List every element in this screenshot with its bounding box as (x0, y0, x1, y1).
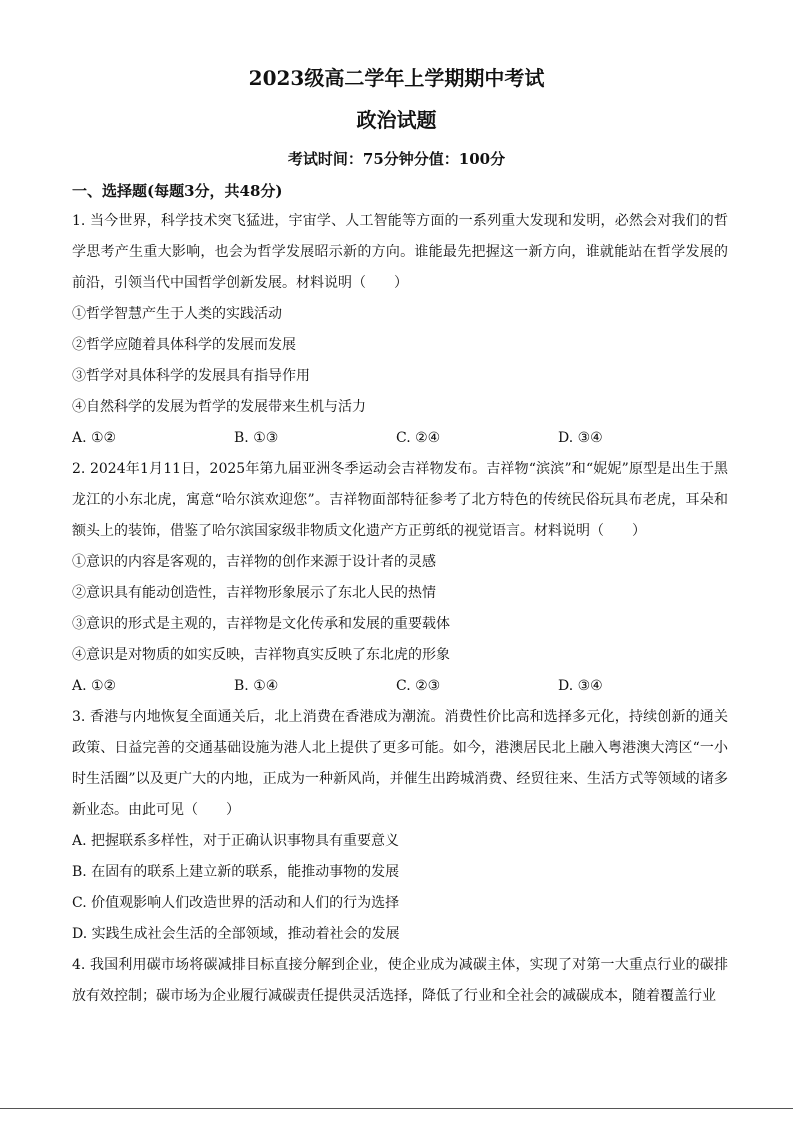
question-3-stem: 3. 香港与内地恢复全面通关后，北上消费在香港成为潮流。消费性价比高和选择多元化，持续创新的通关政策、日益完善的交通基础设施为港人北上提供了更多可能。如今，港澳居民北上融入粤港澳大湾区“一小时生活圈”以及更广大的内地，正成为一种新风尚，并催生出跨城消费、经贸往来、生活方式等领域的诸多新业态。由此可见（ ） (72, 709, 728, 818)
option-c: C. ②③ (396, 678, 441, 694)
subject-title: 政治试题 (356, 108, 437, 132)
question-3-choice-d: D. 实践生成社会生活的全部领域，推动着社会的发展 (72, 926, 400, 942)
question-2-statement: ②意识具有能动创造性，吉祥物形象展示了东北人民的热情 (72, 585, 436, 601)
question-1-statement: ③哲学对具体科学的发展具有指导作用 (72, 368, 310, 384)
question-3-choice-a: A. 把握联系多样性，对于正确认识事物具有重要意义 (72, 833, 400, 849)
question-2-statement: ④意识是对物质的如实反映，吉祥物真实反映了东北虎的形象 (72, 647, 450, 663)
option-c: C. ②④ (396, 430, 441, 446)
exam-title: 2023级高二学年上学期期中考试 (248, 66, 545, 90)
option-b: B. ①③ (234, 430, 279, 446)
question-1-stem: 1. 当今世界，科学技术突飞猛进，宇宙学、人工智能等方面的一系列重大发现和发明，必然会对我们的哲学思考产生重大影响，也会为哲学发展昭示新的方向。谁能最先把握这一新方向，谁就能站在哲学发展的前沿，引领当代中国哲学创新发展。材料说明（ ） (72, 213, 728, 291)
option-a: A. ①② (72, 430, 117, 446)
page-bottom-divider (0, 1108, 793, 1109)
question-4-stem: 4. 我国利用碳市场将碳减排目标直接分解到企业，使企业成为减碳主体，实现了对第一大重点行业的碳排放有效控制；碳市场为企业履行减碳责任提供灵活选择，降低了行业和全社会的减碳成本，随着覆盖行业 (72, 957, 728, 1004)
option-d: D. ③④ (558, 430, 603, 446)
question-3-choice-b: B. 在固有的联系上建立新的联系，能推动事物的发展 (72, 864, 400, 880)
option-d: D. ③④ (558, 678, 603, 694)
option-a: A. ①② (72, 678, 117, 694)
option-b: B. ①④ (234, 678, 279, 694)
questions-body (72, 206, 728, 1012)
question-1-statement: ④自然科学的发展为哲学的发展带来生机与活力 (72, 399, 366, 415)
exam-info: 考试时间：75分钟分值：100分 (287, 150, 506, 168)
question-1-statement: ②哲学应随着具体科学的发展而发展 (72, 337, 296, 353)
section-heading: 一、选择题(每题3分，共48分) (72, 182, 283, 200)
question-2-options (72, 671, 728, 702)
question-2-statement: ①意识的内容是客观的，吉祥物的创作来源于设计者的灵感 (72, 554, 436, 570)
question-2-statement: ③意识的形式是主观的，吉祥物是文化传承和发展的重要载体 (72, 616, 450, 632)
question-1-options (72, 423, 728, 454)
question-3-choice-c: C. 价值观影响人们改造世界的活动和人们的行为选择 (72, 895, 400, 911)
question-1-statement: ①哲学智慧产生于人类的实践活动 (72, 306, 282, 322)
question-2-stem: 2. 2024年1月11日，2025年第九届亚洲冬季运动会吉祥物发布。吉祥物“滨滨”和“妮妮”原型是出生于黑龙江的小东北虎，寓意“哈尔滨欢迎您”。吉祥物面部特征参考了北方特色的传统民俗玩具布老虎，耳朵和额头上的装饰，借鉴了哈尔滨国家级非物质文化遗产方正剪纸的视觉语言。材料说明（ ） (72, 461, 728, 539)
